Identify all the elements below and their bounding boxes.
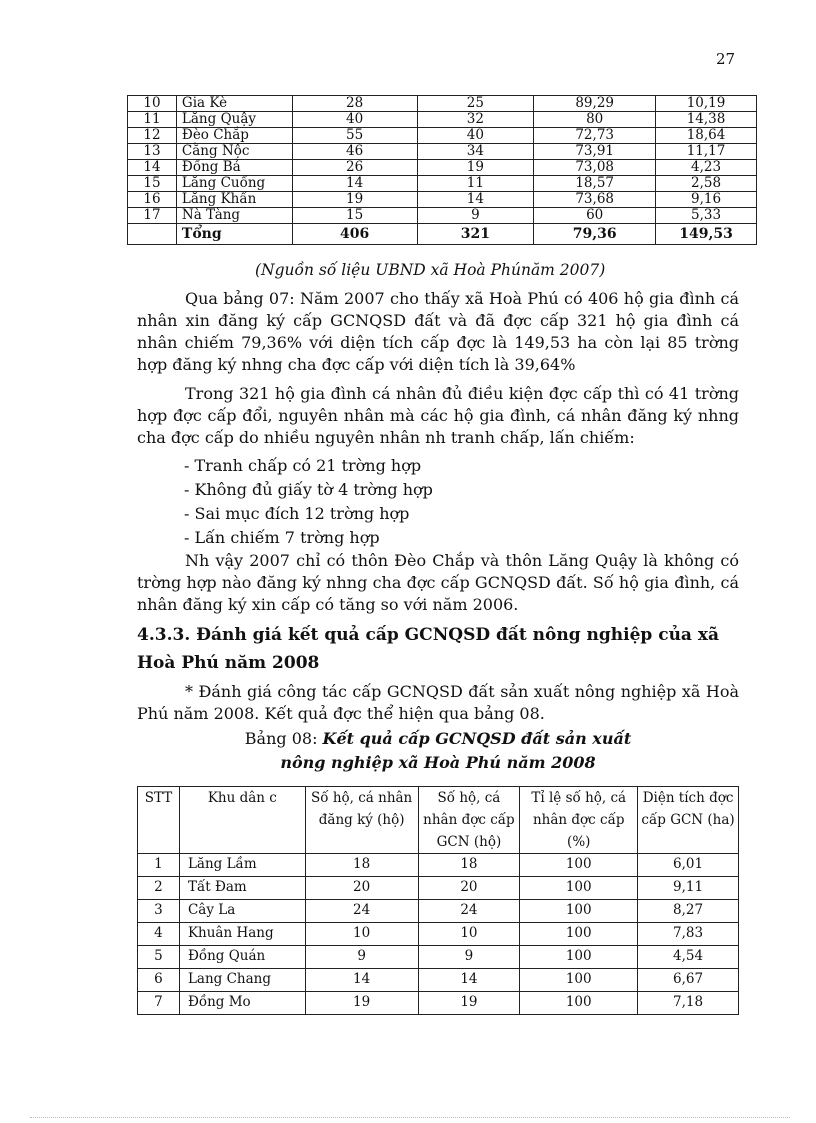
table-header-row [138, 787, 739, 854]
table-row [128, 192, 757, 208]
bullet-dispute: - Tranh chấp có 21 trờng hợp [184, 456, 422, 475]
table-cell: 100 [520, 900, 638, 923]
page-bottom-divider [30, 1117, 790, 1118]
table-cell: 32 [417, 112, 534, 128]
table-row [128, 96, 757, 112]
table-cell: 3 [138, 900, 180, 923]
table-cell: 13 [128, 144, 177, 160]
table-cell: 9 [305, 946, 418, 969]
table-cell: 28 [292, 96, 417, 112]
table-cell: 73,08 [534, 160, 656, 176]
table-cell: 14 [417, 192, 534, 208]
table-cell: 79,36 [534, 224, 656, 245]
table-cell: 6,67 [638, 969, 739, 992]
table-cell: 10,19 [656, 96, 757, 112]
table-row [138, 946, 739, 969]
table-cell: 26 [292, 160, 417, 176]
table-cell: 5,33 [656, 208, 757, 224]
bullet-encroachment: - Lấn chiếm 7 trờng hợp [184, 528, 380, 547]
table-cell: 20 [418, 877, 520, 900]
table-cell: 100 [520, 992, 638, 1015]
table-row [128, 208, 757, 224]
table-cell: Cây La [179, 900, 305, 923]
paragraph-3: Nh vậy 2007 chỉ có thôn Đèo Chắp và thôn Lăng Quậy là không có trờng hợp nào đăng ký nhng cha đợc cấp GCNQSD đất. Số hộ gia đình, cá nhân đăng ký xin cấp có tăng so với năm 2006. [137, 551, 739, 614]
table-cell: 89,29 [534, 96, 656, 112]
table-cell: 55 [292, 128, 417, 144]
table-cell: 6 [138, 969, 180, 992]
table-cell: 9 [418, 946, 520, 969]
table-caption-line2 [137, 753, 739, 772]
table-cell: 14 [418, 969, 520, 992]
table-cell: Lang Chang [179, 969, 305, 992]
table-cell: 80 [534, 112, 656, 128]
paragraph-2: Trong 321 hộ gia đình cá nhân đủ điều kiện đợc cấp thì có 41 trờng hợp đợc cấp đổi, nguyên nhân mà các hộ gia đình, cá nhân đăng ký nhng cha đợc cấp do nhiều nguyên nhân nh tranh chấp, lấn chiếm: [137, 384, 739, 447]
table-cell: 19 [418, 992, 520, 1015]
table-cell: 4 [138, 923, 180, 946]
table-row [138, 969, 739, 992]
table-row [138, 854, 739, 877]
table-row [128, 112, 757, 128]
table-cell: 100 [520, 877, 638, 900]
table-cell: 18 [305, 854, 418, 877]
table-row [128, 144, 757, 160]
table-row [138, 900, 739, 923]
column-header: Số hộ, cá nhân đăng ký (hộ) [305, 787, 418, 854]
bullet-missing-papers: - Không đủ giấy tờ 4 trờng hợp [184, 480, 433, 499]
table-cell: Khuân Hang [179, 923, 305, 946]
caption-title-line2: nông nghiệp xã Hoà Phú năm 2008 [280, 753, 596, 772]
table-cell: Gia Kè [176, 96, 292, 112]
table-cell: 34 [417, 144, 534, 160]
table-cell: 11,17 [656, 144, 757, 160]
table-cell: 6,01 [638, 854, 739, 877]
table-row [128, 128, 757, 144]
table-cell: 15 [128, 176, 177, 192]
land-certificate-table-2008 [137, 786, 739, 1015]
table-cell: 18 [418, 854, 520, 877]
table-cell: 321 [417, 224, 534, 245]
table-row [138, 992, 739, 1015]
table-cell: 19 [417, 160, 534, 176]
table-cell: 100 [520, 854, 638, 877]
table-cell: 7,83 [638, 923, 739, 946]
table-cell: 73,91 [534, 144, 656, 160]
table-cell: 4,23 [656, 160, 757, 176]
table-cell: 1 [138, 854, 180, 877]
table-cell: Đồng Mo [179, 992, 305, 1015]
table-cell: 19 [305, 992, 418, 1015]
table-cell: 100 [520, 923, 638, 946]
table-cell: Đồng Bả [176, 160, 292, 176]
table-cell: 10 [305, 923, 418, 946]
table-cell: 7 [138, 992, 180, 1015]
table-cell: 25 [417, 96, 534, 112]
table-cell: Lăng Quậy [176, 112, 292, 128]
table-cell: 100 [520, 946, 638, 969]
bullet-wrong-purpose: - Sai mục đích 12 trờng hợp [184, 504, 410, 523]
table-cell: Đồng Quán [179, 946, 305, 969]
table-cell: Đèo Chắp [176, 128, 292, 144]
table-cell: 100 [520, 969, 638, 992]
table-cell: Tất Đam [179, 877, 305, 900]
table-cell: 2 [138, 877, 180, 900]
table-cell: Nà Tàng [176, 208, 292, 224]
table-cell: 19 [292, 192, 417, 208]
column-header: Tỉ lệ số hộ, cá nhân đợc cấp (%) [520, 787, 638, 854]
table-cell: 60 [534, 208, 656, 224]
table-total-row [128, 224, 757, 245]
table-cell: 40 [292, 112, 417, 128]
paragraph-1: Qua bảng 07: Năm 2007 cho thấy xã Hoà Phú có 406 hộ gia đình cá nhân xin đăng ký cấp GCNQSD đất và đã đợc cấp 321 hộ gia đình cá nhân chiếm 79,36% với diện tích cấp đợc là 149,53 ha còn lại 85 trờng hợp đăng ký nhng cha đợc cấp với diện tích là 39,64% [137, 289, 739, 374]
table-cell: Tổng [176, 224, 292, 245]
caption-title-line1: Kết quả cấp GCNQSD đất sản xuất [322, 729, 632, 748]
table-cell: Lăng Lầm [179, 854, 305, 877]
table-cell: 11 [128, 112, 177, 128]
table-cell: Cằng Nộc [176, 144, 292, 160]
table-row [128, 176, 757, 192]
table-cell: 46 [292, 144, 417, 160]
table-cell: 14 [305, 969, 418, 992]
section-heading: 4.3.3. Đánh giá kết quả cấp GCNQSD đất nông nghiệp của xã Hoà Phú năm 2008 [137, 625, 720, 673]
table-row [128, 160, 757, 176]
table-cell: 406 [292, 224, 417, 245]
caption-prefix: Bảng 08: [244, 729, 323, 748]
table-cell: 18,57 [534, 176, 656, 192]
table-cell: 149,53 [656, 224, 757, 245]
table-cell: 2,58 [656, 176, 757, 192]
table-caption [137, 729, 739, 748]
table-cell: 7,18 [638, 992, 739, 1015]
table-cell: 5 [138, 946, 180, 969]
table-cell: 10 [128, 96, 177, 112]
table-cell: 40 [417, 128, 534, 144]
table-cell: 72,73 [534, 128, 656, 144]
table-cell: 24 [418, 900, 520, 923]
table-cell: 10 [418, 923, 520, 946]
table-cell: 4,54 [638, 946, 739, 969]
table-cell: 8,27 [638, 900, 739, 923]
table-cell: 73,68 [534, 192, 656, 208]
table-cell: 24 [305, 900, 418, 923]
table-cell: 9,16 [656, 192, 757, 208]
table-cell: 17 [128, 208, 177, 224]
column-header: Diện tích đợc cấp GCN (ha) [638, 787, 739, 854]
table-cell: 16 [128, 192, 177, 208]
table-cell: 9 [417, 208, 534, 224]
table-row [138, 877, 739, 900]
table-cell: 14,38 [656, 112, 757, 128]
table-cell: 9,11 [638, 877, 739, 900]
table-cell: Lăng Cuống [176, 176, 292, 192]
table-cell: 12 [128, 128, 177, 144]
column-header: Khu dân c [179, 787, 305, 854]
land-certificate-table-2007 [127, 95, 757, 245]
column-header: Số hộ, cá nhân đợc cấp GCN (hộ) [418, 787, 520, 854]
paragraph-4: * Đánh giá công tác cấp GCNQSD đất sản xuất nông nghiệp xã Hoà Phú năm 2008. Kết quả đợc thể hiện qua bảng 08. [137, 682, 739, 723]
table-cell: 14 [128, 160, 177, 176]
table-row [138, 923, 739, 946]
table-cell [128, 224, 177, 245]
table-cell: 14 [292, 176, 417, 192]
table-cell: 18,64 [656, 128, 757, 144]
page-number: 27 [716, 50, 736, 68]
table-cell: 15 [292, 208, 417, 224]
column-header: STT [138, 787, 180, 854]
table-cell: 11 [417, 176, 534, 192]
source-note: (Nguồn số liệu UBND xã Hoà Phúnăm 2007) [255, 261, 606, 279]
table-cell: Lăng Khấn [176, 192, 292, 208]
table-cell: 20 [305, 877, 418, 900]
